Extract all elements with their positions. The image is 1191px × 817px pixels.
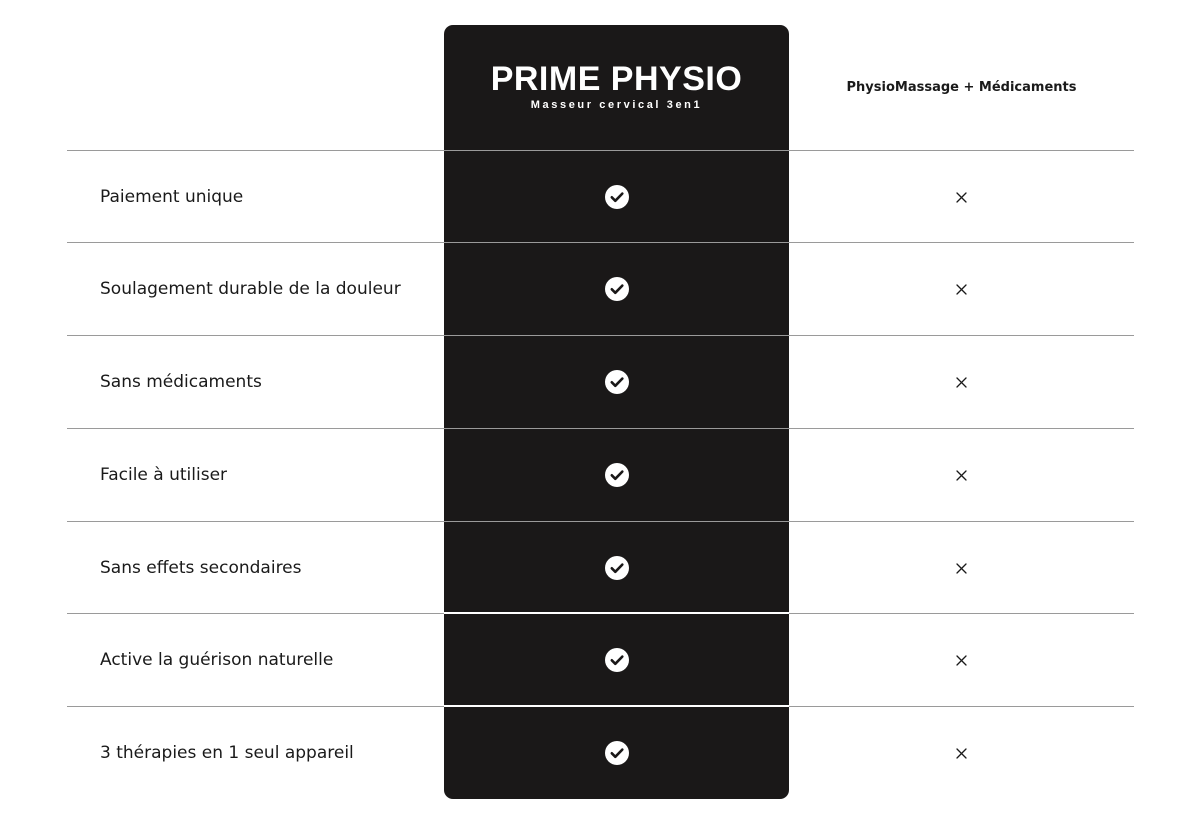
table-row <box>67 521 1134 614</box>
table-row <box>67 242 1134 335</box>
check-icon <box>604 369 630 395</box>
competitor-cell <box>789 243 1134 335</box>
check-icon <box>604 740 630 766</box>
table-row <box>67 150 1134 243</box>
check-icon <box>604 184 630 210</box>
competitor-cell <box>789 614 1134 706</box>
competitor-cell <box>789 151 1134 243</box>
column-gap <box>444 612 789 614</box>
row-label: Soulagement durable de la douleur <box>100 279 401 299</box>
row-label: Active la guérison naturelle <box>100 650 334 670</box>
prime-cell <box>444 614 789 706</box>
table-row <box>67 613 1134 706</box>
competitor-cell <box>789 336 1134 428</box>
competitor-cell <box>789 707 1134 799</box>
competitor-cell <box>789 522 1134 614</box>
competitor-cell <box>789 429 1134 521</box>
row-label: 3 thérapies en 1 seul appareil <box>100 743 354 763</box>
table-row <box>67 706 1134 799</box>
column-gap <box>444 705 789 707</box>
prime-cell <box>444 429 789 521</box>
check-icon <box>604 276 630 302</box>
prime-physio-header <box>444 25 789 150</box>
check-icon <box>604 555 630 581</box>
cross-icon <box>955 283 968 296</box>
prime-cell <box>444 336 789 428</box>
prime-cell <box>444 243 789 335</box>
row-label: Sans effets secondaires <box>100 558 302 578</box>
prime-cell <box>444 151 789 243</box>
competitor-header: PhysioMassage + Médicaments <box>846 80 1077 95</box>
cross-icon <box>955 654 968 667</box>
prime-cell <box>444 707 789 799</box>
cross-icon <box>955 747 968 760</box>
table-row <box>67 428 1134 521</box>
cross-icon <box>955 469 968 482</box>
cross-icon <box>955 376 968 389</box>
cross-icon <box>955 191 968 204</box>
check-icon <box>604 647 630 673</box>
row-label: Paiement unique <box>100 187 244 207</box>
check-icon <box>604 462 630 488</box>
brand-subtitle: Masseur cervical 3en1 <box>530 99 703 111</box>
table-row <box>67 335 1134 428</box>
row-label: Sans médicaments <box>100 372 262 392</box>
row-label: Facile à utiliser <box>100 465 228 485</box>
cross-icon <box>955 562 968 575</box>
prime-cell <box>444 522 789 614</box>
brand-title: PRIME PHYSIO <box>490 60 743 98</box>
